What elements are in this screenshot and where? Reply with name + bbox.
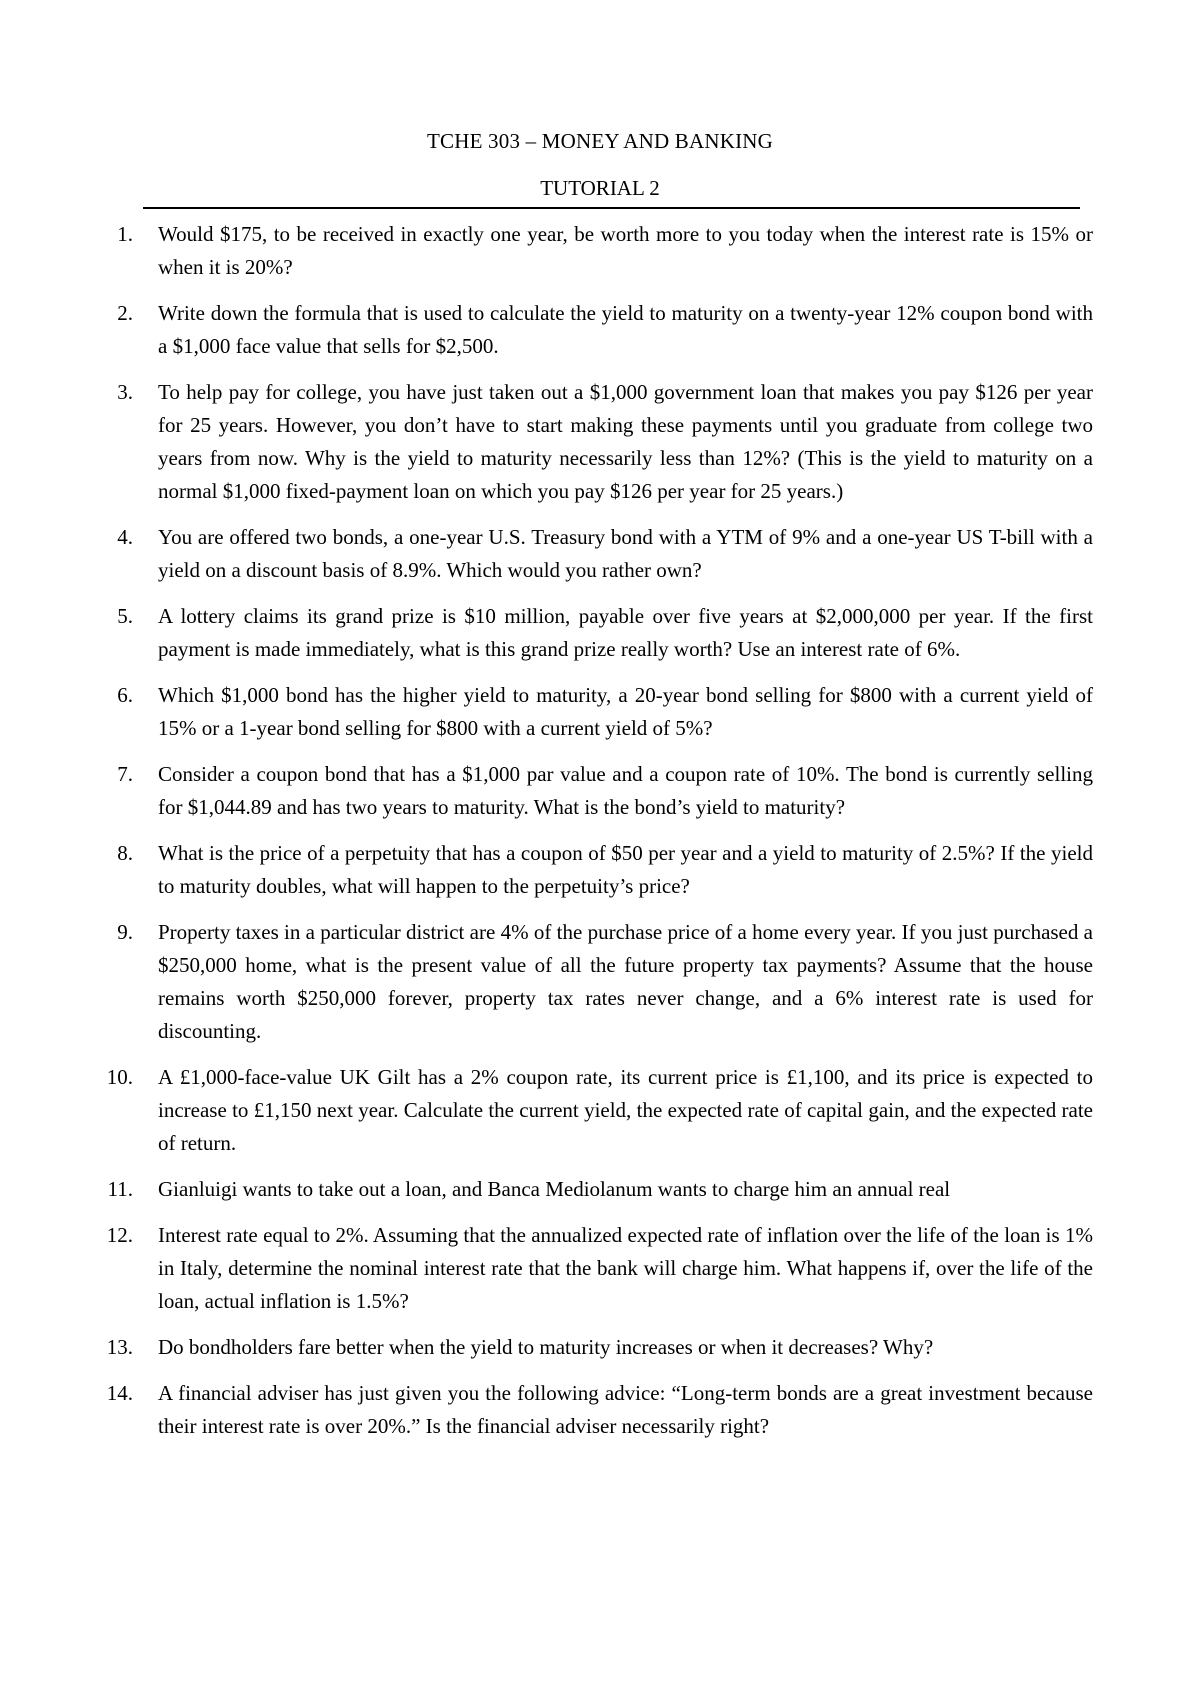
question-text: Consider a coupon bond that has a $1,000 par value and a coupon rate of 10%. The bond is currently selling for $1,044.89 and has two years to maturity. What is the bond’s yield to maturity?: [158, 762, 1093, 819]
question-item: [0, 376, 1200, 508]
question-number: 1.: [117, 222, 133, 246]
question-text: Which $1,000 bond has the higher yield to maturity, a 20-year bond selling for $800 with a current yield of 15% or a 1-year bond selling for $800 with a current yield of 5%?: [158, 683, 1093, 740]
question-text: Interest rate equal to 2%. Assuming that the annualized expected rate of inflation over the life of the loan is 1% in Italy, determine the nominal interest rate that the bank will charge him. What happens if, over the life of the loan, actual inflation is 1.5%?: [158, 1223, 1093, 1313]
question-number: 2.: [117, 301, 133, 325]
question-item: [0, 837, 1200, 903]
question-text: What is the price of a perpetuity that has a coupon of $50 per year and a yield to maturity of 2.5%? If the yield to maturity doubles, what will happen to the perpetuity’s price?: [158, 841, 1093, 898]
question-item: [0, 297, 1200, 363]
question-number: 4.: [117, 525, 133, 549]
question-text: Property taxes in a particular district are 4% of the purchase price of a home every year. If you just purchased a $250,000 home, what is the present value of all the future property tax payments? Assume that the house remains worth $250,000 forever, property tax rates never change, and a 6% interest rate is used for discounting.: [158, 920, 1093, 1043]
question-text: A £1,000-face-value UK Gilt has a 2% coupon rate, its current price is £1,100, and its price is expected to increase to £1,150 next year. Calculate the current yield, the expected rate of capital gain, and the expected rate of return.: [158, 1065, 1093, 1155]
question-item: [0, 1061, 1200, 1160]
question-text: To help pay for college, you have just taken out a $1,000 government loan that makes you pay $126 per year for 25 years. However, you don’t have to start making these payments until you graduate from college two years from now. Why is the yield to maturity necessarily less than 12%? (This is the yield to maturity on a normal $1,000 fixed-payment loan on which you pay $126 per year for 25 years.): [158, 380, 1093, 503]
question-text: A financial adviser has just given you the following advice: “Long-term bonds are a great investment because their interest rate is over 20%.” Is the financial adviser necessarily right?: [158, 1381, 1093, 1438]
question-text: Gianluigi wants to take out a loan, and Banca Mediolanum wants to charge him an annual real: [158, 1177, 951, 1201]
question-item: [0, 1219, 1200, 1318]
question-text: Do bondholders fare better when the yield to maturity increases or when it decreases? Why?: [158, 1335, 934, 1359]
question-list: [0, 218, 1200, 1456]
question-item: [0, 600, 1200, 666]
question-item: [0, 1377, 1200, 1443]
question-text: A lottery claims its grand prize is $10 million, payable over five years at $2,000,000 per year. If the first payment is made immediately, what is this grand prize really worth? Use an interest rate of 6%.: [158, 604, 1093, 661]
question-item: [0, 916, 1200, 1048]
question-item: [0, 758, 1200, 824]
question-number: 6.: [117, 683, 133, 707]
question-number: 11.: [107, 1177, 133, 1201]
question-number: 12.: [106, 1223, 133, 1247]
question-text: Would $175, to be received in exactly one year, be worth more to you today when the interest rate is 15% or when it is 20%?: [158, 222, 1093, 279]
title-divider: [143, 207, 1080, 209]
question-number: 10.: [106, 1065, 133, 1089]
question-item: [0, 218, 1200, 284]
question-number: 3.: [117, 380, 133, 404]
question-text: You are offered two bonds, a one-year U.S. Treasury bond with a YTM of 9% and a one-year US T-bill with a yield on a discount basis of 8.9%. Which would you rather own?: [158, 525, 1093, 582]
question-item: [0, 679, 1200, 745]
question-item: [0, 1331, 1200, 1364]
question-number: 5.: [117, 604, 133, 628]
question-number: 7.: [117, 762, 133, 786]
question-text: Write down the formula that is used to calculate the yield to maturity on a twenty-year 12% coupon bond with a $1,000 face value that sells for $2,500.: [158, 301, 1093, 358]
document-title: TCHE 303 – MONEY AND BANKING: [426, 129, 774, 153]
document-subtitle: TUTORIAL 2: [540, 176, 660, 200]
question-item: [0, 521, 1200, 587]
question-number: 13.: [106, 1335, 133, 1359]
question-number: 8.: [117, 841, 133, 865]
question-number: 14.: [106, 1381, 133, 1405]
question-number: 9.: [117, 920, 133, 944]
question-item: [0, 1173, 1200, 1206]
